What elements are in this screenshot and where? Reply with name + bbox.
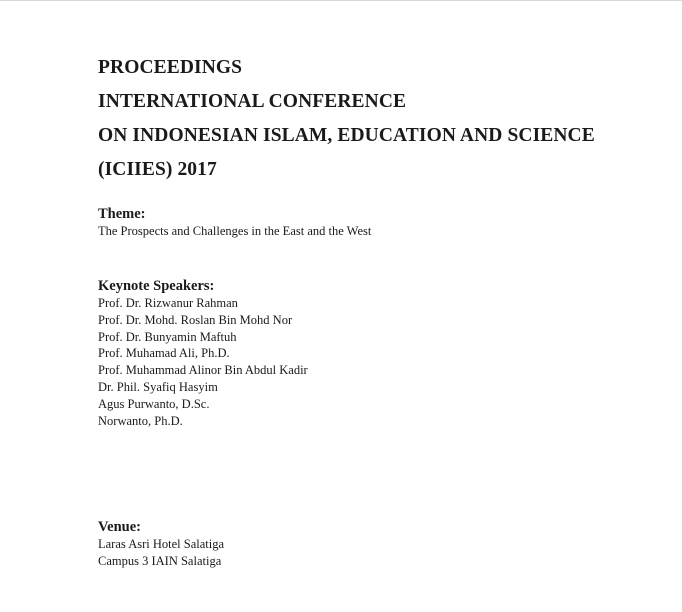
title-line-topic: ON INDONESIAN ISLAM, EDUCATION AND SCIENCE xyxy=(98,125,595,146)
title-line-acronym-year: (ICIIES) 2017 xyxy=(98,159,217,180)
venue-line: Campus 3 IAIN Salatiga xyxy=(98,553,222,568)
speaker-item: Dr. Phil. Syafiq Hasyim xyxy=(98,379,218,394)
document-title xyxy=(98,51,595,187)
title-line-proceedings: PROCEEDINGS xyxy=(98,57,243,78)
venue-line: Laras Asri Hotel Salatiga xyxy=(98,537,225,551)
theme-heading: Theme: xyxy=(98,206,146,222)
speaker-item: Prof. Dr. Bunyamin Maftuh xyxy=(98,329,237,344)
speaker-item: Agus Purwanto, D.Sc. xyxy=(98,396,210,411)
speaker-item: Norwanto, Ph.D. xyxy=(98,413,183,428)
title-line-conference: INTERNATIONAL CONFERENCE xyxy=(98,91,407,112)
theme-section xyxy=(98,205,371,240)
theme-text: The Prospects and Challenges in the East and the West xyxy=(98,224,372,238)
speaker-item: Prof. Dr. Rizwanur Rahman xyxy=(98,296,238,310)
keynote-section xyxy=(98,277,308,429)
speaker-item: Prof. Muhammad Alinor Bin Abdul Kadir xyxy=(98,363,308,378)
venue-section xyxy=(98,518,224,570)
venue-heading: Venue: xyxy=(98,519,141,535)
keynote-heading: Keynote Speakers: xyxy=(98,278,215,294)
speaker-item: Prof. Muhamad Ali, Ph.D. xyxy=(98,346,230,361)
speaker-item: Prof. Dr. Mohd. Roslan Bin Mohd Nor xyxy=(98,312,293,327)
